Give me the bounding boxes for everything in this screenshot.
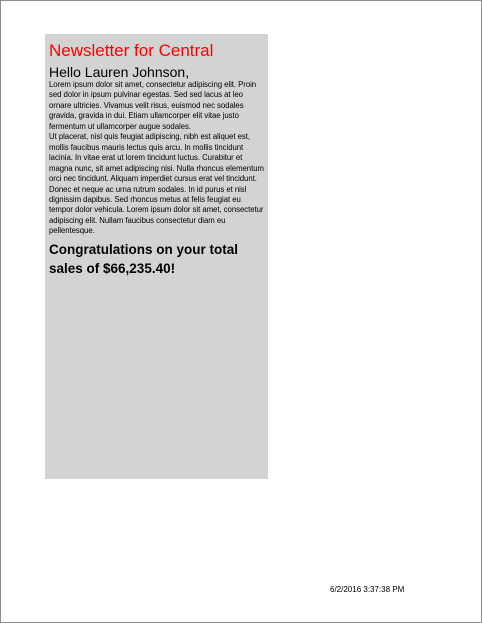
newsletter-title: Newsletter for Central <box>49 41 214 60</box>
greeting: Hello Lauren Johnson, <box>49 64 190 80</box>
congratulations-message: Congratulations on your total sales of $66,235.40! <box>49 241 238 277</box>
newsletter-panel <box>45 34 268 479</box>
print-timestamp: 6/2/2016 3:37:38 PM <box>330 585 405 594</box>
body-paragraph-2: Ut placerat, nisl quis feugiat adipiscing, nibh est aliquet est, mollis faucibus mauris lectus quis arcu. In mollis tincidunt lacinia. In vitae erat ut lorem tincidunt luctus. Curabitur et magna nunc, sit amet adipiscing nisi. Nulla rhoncus elementum orci nec tincidunt. Aliquam imperdiet cursus erat vel tincidunt. Donec et neque ac urna rutrum sodales. In id purus et nisl dignissim dapibus. Sed rhoncus metus at felis feugiat eu tempor dolor vehicula. Lorem ipsum dolor sit amet, consectetur adipiscing elit. Nullam faucibus consectetur diam eu pellentesque. <box>49 132 264 236</box>
body-paragraph-1: Lorem ipsum dolor sit amet, consectetur adipiscing elit. Proin sed dolor in ipsum pulvinar egestas. Sed sed lacus at leo ornare ultricies. Vivamus velit risus, euismod nec sodales gravida, gravida in dui. Etiam ullamcorper elit vitae justo fermentum ut ullamcorper augue sodales. <box>49 80 257 131</box>
